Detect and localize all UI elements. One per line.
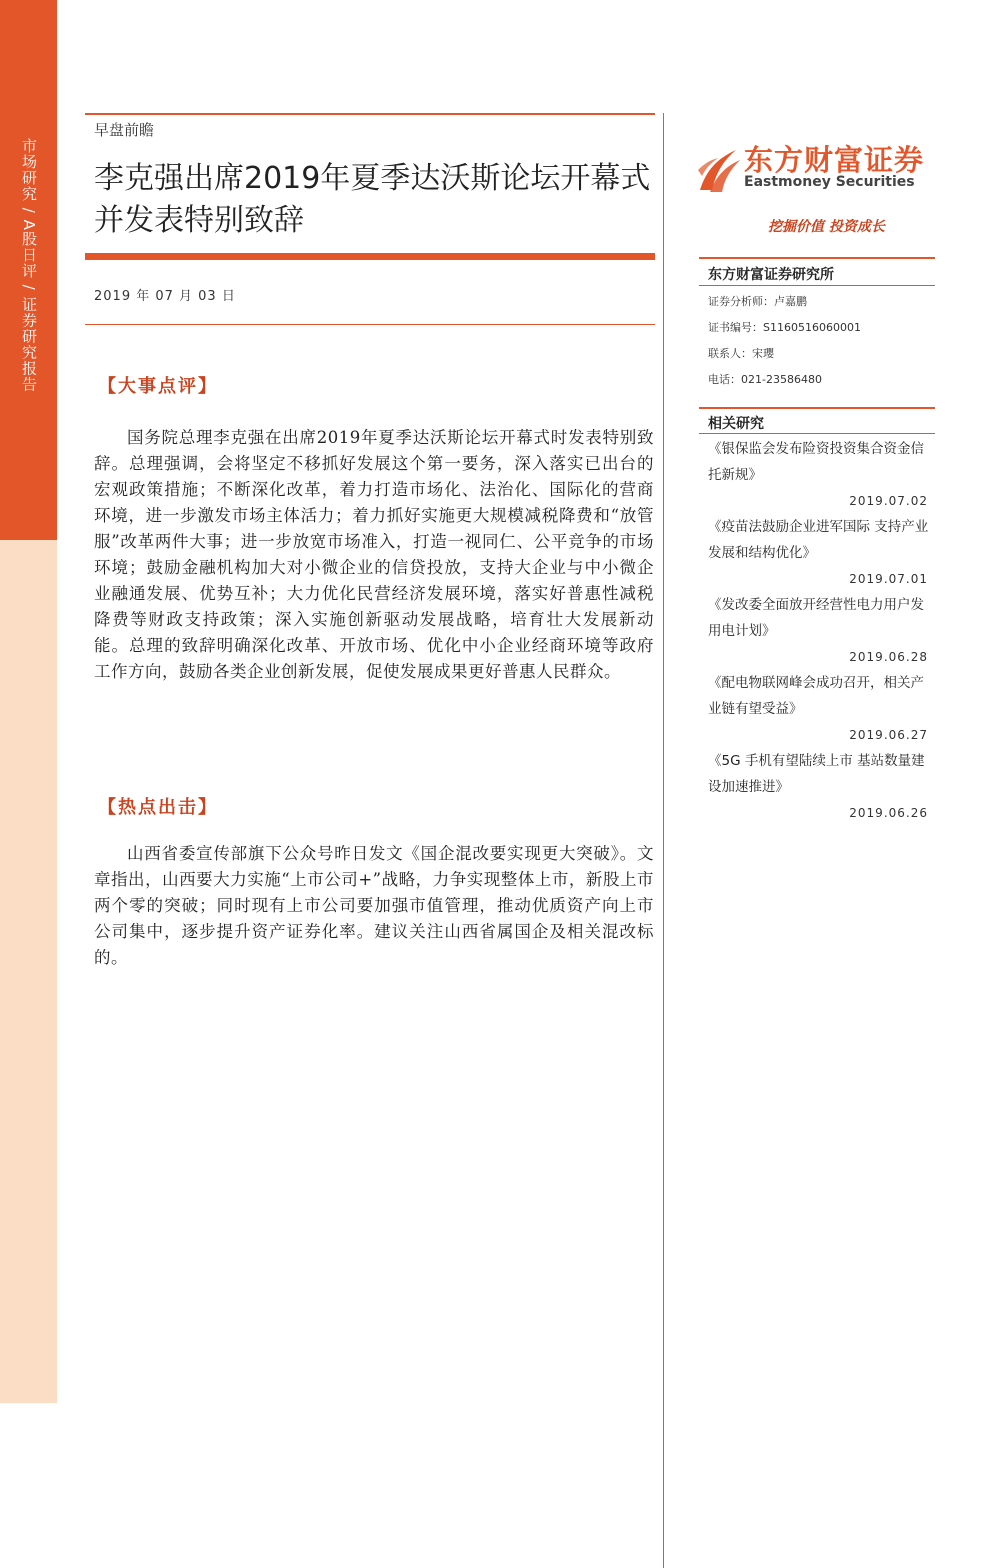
date-rule: [85, 324, 655, 325]
analyst-name: 证券分析师：卢嘉鹏: [708, 295, 807, 308]
related-item-title[interactable]: 《发改委全面放开经营性电力用户发用电计划》: [708, 597, 924, 639]
page-title: 李克强出席2019年夏季达沃斯论坛开幕式并发表特别致辞: [94, 161, 651, 238]
institute-rule-bottom: [699, 285, 935, 286]
sidebar-label: 市场研究 / A股日评 / 证券研究报告: [20, 138, 38, 393]
section-heading-events: 【大事点评】: [98, 376, 218, 397]
contact-name: 联系人：宋瓔: [708, 347, 774, 360]
institute-rule: [699, 257, 935, 259]
title-rule: [85, 253, 655, 260]
section-body-hotspot: 山西省委宣传部旗下公众号昨日发文《国企混改要实现更大突破》。文章指出，山西要大力实施“上市公司+”战略，力争实现整体上市，新股上市两个零的突破；同时现有上市公司要加强市值管理，推动优质资产向上市公司集中，逐步提升资产证券化率。建议关注山西省属国企及相关混改标的。: [94, 844, 654, 967]
related-item-date: 2019.06.26: [849, 806, 928, 820]
related-item-date: 2019.07.01: [849, 572, 928, 586]
related-item-date: 2019.06.27: [849, 728, 928, 742]
column-divider: [663, 113, 664, 1568]
report-date: 2019 年 07 月 03 日: [94, 289, 236, 304]
cert-number: 证书编号：S1160516060001: [708, 321, 861, 334]
related-item-title[interactable]: 《5G 手机有望陆续上市 基站数量建设加速推进》: [708, 753, 925, 795]
report-category: 早盘前瞻: [94, 121, 155, 139]
contact-phone: 电话：021-23586480: [708, 373, 822, 386]
related-item-date: 2019.07.02: [849, 494, 928, 508]
related-rule: [699, 407, 935, 409]
section-body-events: 国务院总理李克强在出席2019年夏季达沃斯论坛开幕式时发表特别致辞。总理强调，会将坚定不移抓好发展这个第一要务，深入落实已出台的宏观政策措施；不断深化改革，着力打造市场化、法治化、国际化的营商环境，进一步激发市场主体活力；着力抓好实施更大规模减税降费和“放管服”改革两件大事；进一步放宽市场准入，打造一视同仁、公平竞争的市场环境；鼓励金融机构加大对小微企业的信贷投放，支持大企业与中小微企业融通发展、优势互补；大力优化民营经济发展环境，落实好普惠性减税降费等财政支持政策；深入实施创新驱动发展战略，培育壮大发展新动能。总理的致辞明确深化改革、开放市场、优化中小企业经商环境等政府工作方向，鼓励各类企业创新发展，促使发展成果更好普惠人民群众。: [94, 428, 654, 681]
institute-name: 东方财富证券研究所: [708, 267, 834, 283]
sidebar-band-light: [0, 540, 57, 1403]
brand-name-en: Eastmoney Securities: [744, 174, 915, 190]
brand-name-cn: 东方财富证券: [744, 143, 925, 177]
related-heading: 相关研究: [708, 416, 764, 432]
related-item-date: 2019.06.28: [849, 650, 928, 664]
section-heading-hotspot: 【热点出击】: [98, 797, 218, 818]
header-rule: [85, 113, 655, 115]
brand-logo: [696, 138, 946, 198]
brand-slogan: 挖掘价值 投资成长: [768, 219, 885, 235]
brand-flame-icon: [696, 140, 742, 196]
related-item-title[interactable]: 《疫苗法鼓励企业进军国际 支持产业发展和结构优化》: [708, 519, 929, 561]
related-rule-bottom: [699, 433, 935, 434]
related-item-title[interactable]: 《银保监会发布险资投资集合资金信托新规》: [708, 441, 924, 483]
related-item-title[interactable]: 《配电物联网峰会成功召开，相关产业链有望受益》: [708, 675, 924, 717]
